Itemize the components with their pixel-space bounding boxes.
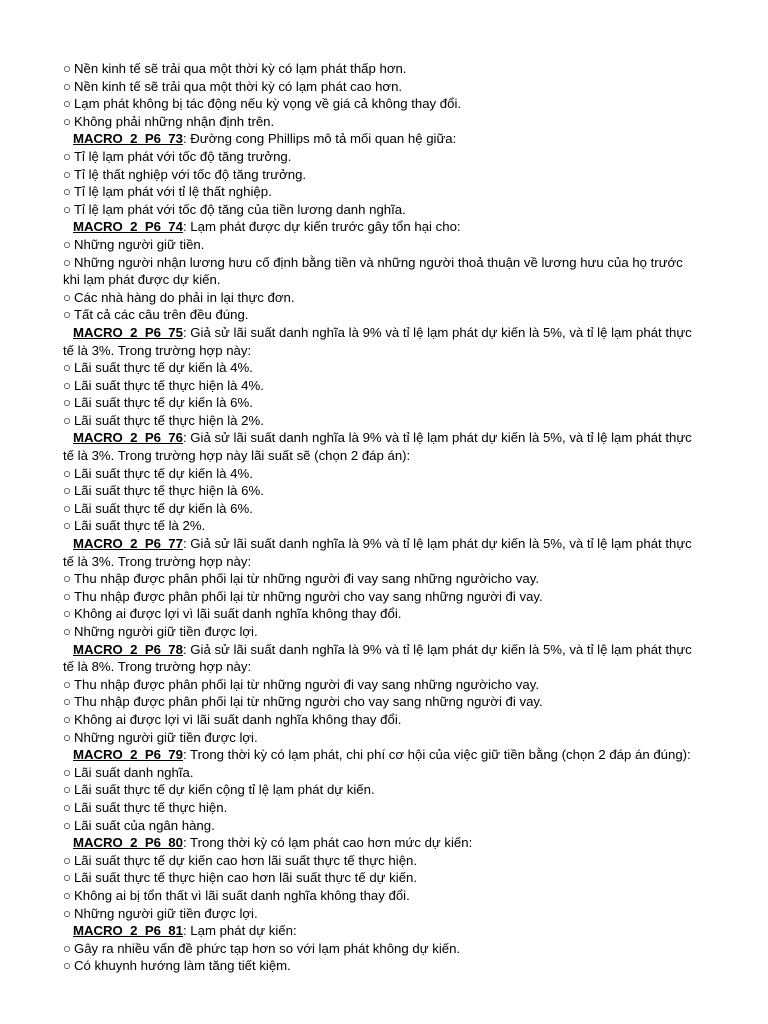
answer-option-text: Lãi suất thực tế thực hiện. xyxy=(73,799,228,815)
answer-option xyxy=(63,201,703,219)
answer-option-text: Lãi suất thực tế thực hiện là 2%. xyxy=(73,412,264,428)
answer-option xyxy=(63,676,703,694)
radio-bullet-icon: ○ xyxy=(63,958,71,974)
radio-bullet-icon: ○ xyxy=(63,360,71,376)
radio-bullet-icon: ○ xyxy=(63,817,71,833)
answer-option xyxy=(63,113,703,131)
answer-option xyxy=(63,465,703,483)
radio-bullet-icon: ○ xyxy=(63,571,71,587)
question-text: : Giả sử lãi suất danh nghĩa là 9% và tỉ lệ lạm phát dự kiến là 5%, và tỉ lệ lạm phát thực tế là 3%. Trong trường hợp này: xyxy=(63,536,692,569)
question-stem xyxy=(63,641,703,676)
answer-option xyxy=(63,166,703,184)
question-id: MACRO_2_P6_75 xyxy=(73,324,183,340)
answer-option xyxy=(63,940,703,958)
radio-bullet-icon: ○ xyxy=(63,412,71,428)
radio-bullet-icon: ○ xyxy=(63,201,71,217)
question-stem xyxy=(63,324,703,359)
answer-option-text: Thu nhập được phân phối lại từ những người cho vay sang những người đi vay. xyxy=(73,694,543,710)
answer-option-text: Nền kinh tế sẽ trải qua một thời kỳ có lạm phát cao hơn. xyxy=(73,78,403,94)
answer-option-text: Không phải những nhận định trên. xyxy=(73,113,275,129)
answer-option xyxy=(63,852,703,870)
radio-bullet-icon: ○ xyxy=(63,78,71,94)
answer-option xyxy=(63,693,703,711)
question-id: MACRO_2_P6_78 xyxy=(73,641,183,657)
question-text: : Giả sử lãi suất danh nghĩa là 9% và tỉ lệ lạm phát dự kiến là 5%, và tỉ lệ lạm phát thực tế là 3%. Trong trường hợp này: xyxy=(63,324,692,358)
answer-option-text: Những người nhận lương hưu cố định bằng tiền và những người thoả thuận về lương hưu của họ trước khi lạm phát được dự kiến. xyxy=(63,254,683,288)
radio-bullet-icon: ○ xyxy=(63,940,71,956)
radio-bullet-icon: ○ xyxy=(63,307,71,323)
answer-option xyxy=(63,957,703,975)
radio-bullet-icon: ○ xyxy=(63,61,71,76)
answer-option xyxy=(63,729,703,747)
radio-bullet-icon: ○ xyxy=(63,483,71,499)
answer-option-text: Lãi suất thực tế dự kiến là 6%. xyxy=(73,500,253,516)
answer-option-text: Có khuynh hướng làm tăng tiết kiệm. xyxy=(73,958,291,974)
answer-option xyxy=(63,817,703,835)
answer-option xyxy=(63,500,703,518)
answer-option-text: Tỉ lệ lạm phát với tốc độ tăng của tiền lương danh nghĩa. xyxy=(73,201,406,217)
radio-bullet-icon: ○ xyxy=(63,395,71,411)
question-id: MACRO_2_P6_77 xyxy=(73,536,183,552)
answer-option-text: Thu nhập được phân phối lại từ những người đi vay sang những ngườicho vay. xyxy=(73,676,540,692)
answer-option xyxy=(63,623,703,641)
question-text: : Lạm phát dự kiến: xyxy=(182,923,297,939)
answer-option-text: Lãi suất của ngân hàng. xyxy=(73,817,215,833)
answer-option xyxy=(63,289,703,307)
question-stem xyxy=(63,535,703,570)
radio-bullet-icon: ○ xyxy=(63,500,71,516)
question-stem xyxy=(63,922,703,940)
question-stem xyxy=(63,218,703,236)
answer-option-text: Gây ra nhiều vấn đề phức tạp hơn so với lạm phát không dự kiến. xyxy=(73,940,461,956)
answer-option-text: Các nhà hàng do phải in lại thực đơn. xyxy=(73,289,295,305)
question-stem xyxy=(63,130,703,148)
answer-option xyxy=(63,377,703,395)
answer-option-text: Những người giữ tiền được lợi. xyxy=(73,729,258,745)
radio-bullet-icon: ○ xyxy=(63,905,71,921)
question-text: : Trong thời kỳ có lạm phát cao hơn mức dự kiến: xyxy=(182,835,473,851)
answer-option-text: Tỉ lệ lạm phát với tốc độ tăng trưởng. xyxy=(73,148,292,164)
answer-option xyxy=(63,183,703,201)
answer-option xyxy=(63,482,703,500)
radio-bullet-icon: ○ xyxy=(63,676,71,692)
answer-option xyxy=(63,394,703,412)
answer-option xyxy=(63,517,703,535)
answer-option-text: Tỉ lệ lạm phát với tỉ lệ thất nghiệp. xyxy=(73,184,272,200)
question-stem xyxy=(63,834,703,852)
radio-bullet-icon: ○ xyxy=(63,887,71,903)
answer-option-text: Không ai bị tổn thất vì lãi suất danh nghĩa không thay đổi. xyxy=(73,887,410,903)
question-stem xyxy=(63,746,703,764)
answer-option-text: Lãi suất thực tế dự kiến là 4%. xyxy=(73,465,253,481)
answer-option xyxy=(63,359,703,377)
question-id: MACRO_2_P6_79 xyxy=(73,747,183,763)
answer-option-text: Những người giữ tiền. xyxy=(73,236,205,252)
answer-option xyxy=(63,905,703,923)
answer-option-text: Những người giữ tiền được lợi. xyxy=(73,624,258,639)
answer-option-text: Lãi suất thực tế dự kiến cao hơn lãi suất thực tế thực hiện. xyxy=(73,852,418,868)
answer-option-text: Tỉ lệ thất nghiệp với tốc độ tăng trưởng. xyxy=(73,166,307,182)
answer-option xyxy=(63,711,703,729)
radio-bullet-icon: ○ xyxy=(63,852,71,868)
answer-option xyxy=(63,781,703,799)
answer-option-text: Thu nhập được phân phối lại từ những người cho vay sang những người đi vay. xyxy=(73,588,543,604)
question-text: : Đường cong Phillips mô tả mối quan hệ giữa: xyxy=(182,131,457,147)
radio-bullet-icon: ○ xyxy=(63,711,71,727)
radio-bullet-icon: ○ xyxy=(63,166,71,182)
radio-bullet-icon: ○ xyxy=(63,113,71,129)
radio-bullet-icon: ○ xyxy=(63,729,71,745)
radio-bullet-icon: ○ xyxy=(63,465,71,481)
question-text: : Giả sử lãi suất danh nghĩa là 9% và tỉ lệ lạm phát dự kiến là 5%, và tỉ lệ lạm phát thực tế là 8%. Trong trường hợp này: xyxy=(63,641,692,675)
question-id: MACRO_2_P6_76 xyxy=(73,430,183,446)
radio-bullet-icon: ○ xyxy=(63,588,71,604)
answer-option-text: Không ai được lợi vì lãi suất danh nghĩa không thay đổi. xyxy=(73,606,402,622)
answer-option-text: Nền kinh tế sẽ trải qua một thời kỳ có lạm phát thấp hơn. xyxy=(73,61,407,76)
answer-option xyxy=(63,254,703,289)
radio-bullet-icon: ○ xyxy=(63,96,71,112)
answer-option xyxy=(63,887,703,905)
radio-bullet-icon: ○ xyxy=(63,518,71,534)
question-id: MACRO_2_P6_81 xyxy=(73,923,183,939)
answer-option-text: Lãi suất thực tế thực hiện là 6%. xyxy=(73,483,264,499)
radio-bullet-icon: ○ xyxy=(63,184,71,200)
answer-option-text: Thu nhập được phân phối lại từ những người đi vay sang những ngườicho vay. xyxy=(73,571,540,587)
answer-option xyxy=(63,799,703,817)
answer-option-text: Lãi suất danh nghĩa. xyxy=(73,764,194,780)
question-text: : Trong thời kỳ có lạm phát, chi phí cơ hội của việc giữ tiền bằng (chọn 2 đáp án đúng): xyxy=(182,747,691,763)
answer-option-text: Lãi suất thực tế thực hiện cao hơn lãi suất thực tế dự kiến. xyxy=(73,870,418,886)
radio-bullet-icon: ○ xyxy=(63,782,71,798)
radio-bullet-icon: ○ xyxy=(63,764,71,780)
answer-option-text: Lãi suất thực tế thực hiện là 4%. xyxy=(73,377,264,393)
answer-option-text: Những người giữ tiền được lợi. xyxy=(73,905,258,921)
answer-option xyxy=(63,236,703,254)
answer-option-text: Lãi suất thực tế dự kiến cộng tỉ lệ lạm phát dự kiến. xyxy=(73,782,375,798)
answer-option xyxy=(63,869,703,887)
answer-option-text: Lạm phát không bị tác động nếu kỳ vọng về giá cả không thay đổi. xyxy=(73,96,462,112)
radio-bullet-icon: ○ xyxy=(63,148,71,164)
radio-bullet-icon: ○ xyxy=(63,606,71,622)
answer-option xyxy=(63,588,703,606)
answer-option-text: Tất cả các câu trên đều đúng. xyxy=(73,307,249,323)
answer-option xyxy=(63,605,703,623)
document-page xyxy=(63,60,703,975)
answer-option xyxy=(63,764,703,782)
radio-bullet-icon: ○ xyxy=(63,289,71,305)
radio-bullet-icon: ○ xyxy=(63,236,71,252)
answer-option-text: Lãi suất thực tế dự kiến là 4%. xyxy=(73,360,253,376)
answer-option xyxy=(63,148,703,166)
answer-option xyxy=(63,95,703,113)
radio-bullet-icon: ○ xyxy=(63,799,71,815)
answer-option-text: Lãi suất thực tế là 2%. xyxy=(73,518,206,534)
radio-bullet-icon: ○ xyxy=(63,624,71,639)
answer-option-text: Lãi suất thực tế dự kiến là 6%. xyxy=(73,395,253,411)
question-id: MACRO_2_P6_74 xyxy=(73,219,183,235)
question-text: : Lạm phát được dự kiến trước gây tổn hại cho: xyxy=(182,219,461,235)
answer-option xyxy=(63,60,703,78)
answer-option xyxy=(63,412,703,430)
radio-bullet-icon: ○ xyxy=(63,694,71,710)
question-stem xyxy=(63,429,703,464)
answer-option xyxy=(63,78,703,96)
radio-bullet-icon: ○ xyxy=(63,377,71,393)
question-id: MACRO_2_P6_73 xyxy=(73,131,183,147)
answer-option-text: Không ai được lợi vì lãi suất danh nghĩa không thay đổi. xyxy=(73,711,402,727)
answer-option xyxy=(63,570,703,588)
question-text: : Giả sử lãi suất danh nghĩa là 9% và tỉ lệ lạm phát dự kiến là 5%, và tỉ lệ lạm phát thực tế là 3%. Trong trường hợp này lãi suất sẽ (chọn 2 đáp án): xyxy=(63,430,692,464)
radio-bullet-icon: ○ xyxy=(63,254,71,270)
answer-option xyxy=(63,306,703,324)
question-id: MACRO_2_P6_80 xyxy=(73,835,183,851)
radio-bullet-icon: ○ xyxy=(63,870,71,886)
